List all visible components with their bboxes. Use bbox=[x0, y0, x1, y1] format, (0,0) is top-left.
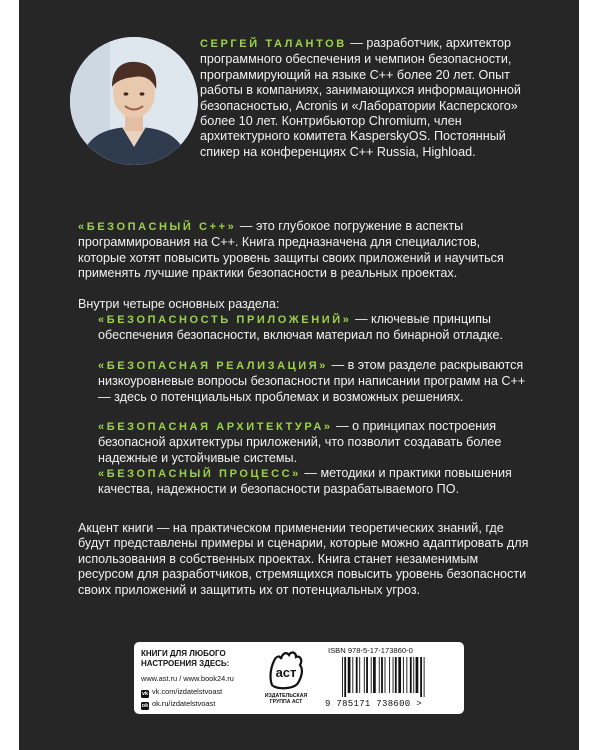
publisher-website-links[interactable]: www.ast.ru / www.book24.ru bbox=[141, 674, 234, 683]
sections-lead: Внутри четыре основных раздела: bbox=[78, 297, 280, 311]
barcode-bar bbox=[406, 657, 407, 693]
publisher-name: ИЗДАТЕЛЬСКАЯ ГРУППА АСТ bbox=[264, 693, 308, 706]
barcode-bar bbox=[398, 657, 401, 693]
publisher-logo bbox=[263, 647, 309, 711]
author-bio-text: — разработчик, архитектор программного обеспечения и чемпион безопасности, программирующий на языке C++ более 20 лет. Опыт работы в компаниях, занимающихся информационной безопасностью, Acronis и «Лаборатории Касперского» более 10 лет. Контрибьютор Chromium, член архитектурного комитета KasperskyOS. Постоянный спикер на конференциях C++ Russia, Highload. bbox=[200, 36, 521, 159]
author-portrait-icon bbox=[70, 37, 198, 165]
barcode-bar bbox=[359, 657, 360, 693]
barcode-bar bbox=[348, 657, 351, 693]
vk-link-text: vk.com/izdatelstvoast bbox=[152, 687, 223, 696]
barcode-bar bbox=[356, 657, 358, 693]
author-name: СЕРГЕЙ ТАЛАНТОВ bbox=[200, 38, 347, 50]
ok-link-text: ok.ru/izdatelstvoast bbox=[152, 699, 216, 708]
barcode-bar bbox=[344, 657, 346, 697]
barcode-bar bbox=[379, 657, 380, 693]
vk-link[interactable] bbox=[141, 687, 222, 698]
section-title: «БЕЗОПАСНОСТЬ ПРИЛОЖЕНИЙ» bbox=[98, 314, 352, 326]
barcode-bar bbox=[389, 657, 390, 693]
barcode-bar bbox=[403, 657, 404, 693]
barcode-bar bbox=[385, 657, 386, 693]
section-item bbox=[98, 358, 528, 405]
section-text: — методики и практики повышения качества, надежности и безопасности разрабатываемого ПО. bbox=[98, 466, 512, 497]
author-photo bbox=[70, 37, 198, 165]
barcode-bar bbox=[373, 657, 376, 693]
barcode-bar bbox=[410, 657, 412, 693]
section-title: «БЕЗОПАСНАЯ АРХИТЕКТУРА» bbox=[98, 421, 333, 433]
barcode-bar bbox=[342, 657, 343, 697]
section-title: «БЕЗОПАСНАЯ РЕАЛИЗАЦИЯ» bbox=[98, 360, 329, 372]
ok-icon: ok bbox=[141, 703, 149, 709]
isbn-label: ISBN 978-5-17-173860-0 bbox=[328, 646, 413, 655]
publisher-slogan: КНИГИ ДЛЯ ЛЮБОГО НАСТРОЕНИЯ ЗДЕСЬ: bbox=[141, 649, 230, 668]
section-item bbox=[98, 419, 528, 466]
barcode-bar bbox=[395, 657, 397, 693]
closing-paragraph: Акцент книги — на практическом применении теоретических знаний, где будут представлены примеры и сценарии, которые можно адаптировать для использования в собственных проектах. Книга станет незаменимым ресурсом для разработчиков, стремящихся повысить уровень безопасности своих приложений и защитить их от потенциальных угроз. bbox=[78, 521, 529, 597]
section-title: «БЕЗОПАСНЫЙ ПРОЦЕСС» bbox=[98, 468, 301, 480]
section-item bbox=[98, 312, 528, 344]
section-text: — в этом разделе раскрываются низкоуровневые вопросы безопасности при написании программ на C++ — здесь о потенциальных проблемах и возможных решениях. bbox=[98, 358, 526, 404]
barcode-bar bbox=[371, 657, 372, 693]
isbn-digits: 9 785171 738600 > bbox=[325, 699, 422, 709]
publisher-info-box bbox=[134, 642, 464, 714]
section-item bbox=[98, 466, 528, 498]
ast-logo-icon bbox=[263, 647, 309, 693]
intro-text: — это глубокое погружение в аспекты программирования на C++. Книга предназначена для специалистов, которые хотят повысить уровень защиты своих приложений и научиться применять лучшие практики безопасности в реальных проектах. bbox=[78, 219, 504, 281]
vk-icon: vk bbox=[141, 691, 149, 697]
barcode-bar bbox=[381, 657, 383, 693]
back-cover bbox=[19, 0, 579, 750]
barcode bbox=[340, 657, 452, 697]
book-title: «БЕЗОПАСНЫЙ С++» bbox=[78, 221, 237, 233]
barcode-bar bbox=[366, 657, 368, 693]
barcode-bar bbox=[413, 657, 414, 693]
barcode-bar bbox=[416, 657, 419, 693]
ast-logo-text: аст bbox=[275, 665, 297, 680]
barcode-bar bbox=[352, 657, 353, 693]
barcode-bar bbox=[393, 657, 394, 693]
barcode-bar bbox=[420, 657, 422, 697]
section-text: — о принципах построения безопасной архитектуры приложений, что позволит создавать более надежные и устойчивые системы. bbox=[98, 419, 502, 465]
ok-link[interactable] bbox=[141, 699, 215, 710]
section-text: — ключевые принципы обеспечения безопасности, включая материал по бинарной отладке. bbox=[98, 312, 504, 343]
barcode-bar bbox=[364, 657, 365, 693]
author-bio-paragraph bbox=[200, 36, 530, 160]
barcode-bar bbox=[424, 657, 425, 697]
intro-paragraph bbox=[78, 219, 528, 282]
